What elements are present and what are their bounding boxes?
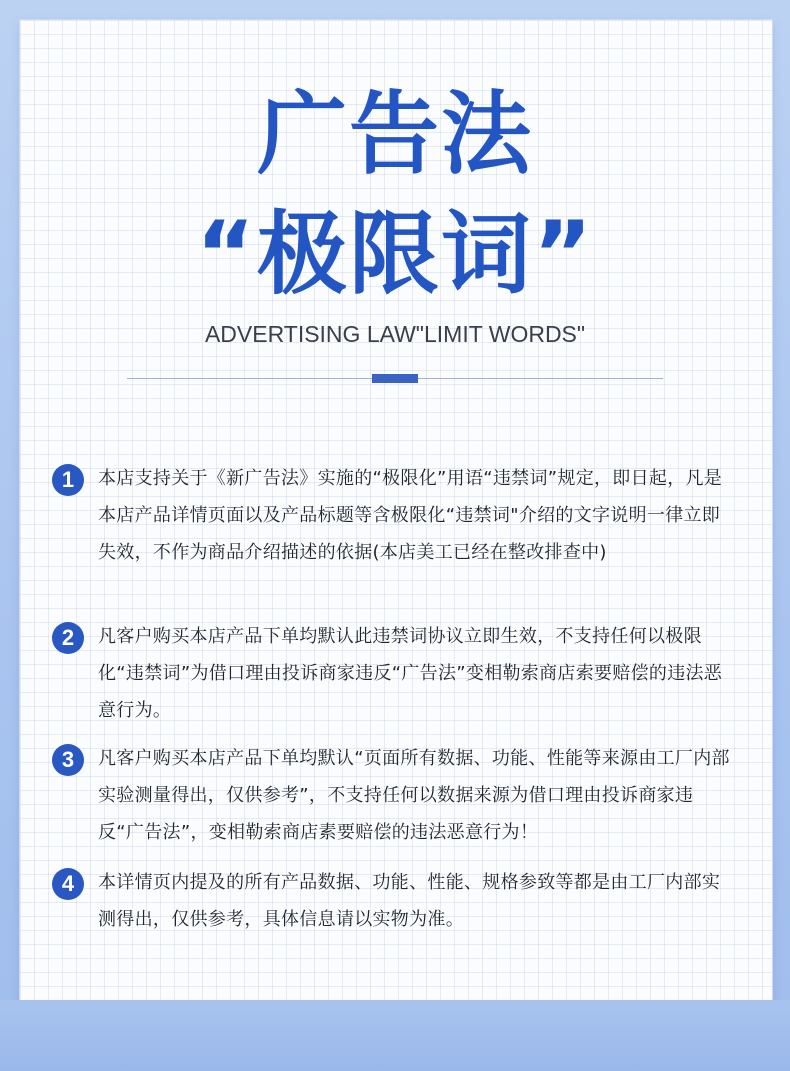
title-line-1: 广告法 — [257, 82, 533, 187]
clause-text: 凡客户购买本店产品下单均默认“页面所有数据、功能、性能等来源由工厂内部实验测量得出，仅供参考”，不支持任何以数据来源为借口理由投诉商家违反“广告法”，变相勒索商店素要赔偿的违法恶意行为！ — [98, 748, 730, 843]
clause-number-badge: 2 — [52, 622, 84, 654]
clause-number-badge: 1 — [52, 464, 84, 496]
bottom-band — [0, 1000, 790, 1071]
title-line-2: “极限词” — [195, 202, 595, 307]
clause-number-badge: 3 — [52, 744, 84, 776]
clause-text: 本店支持关于《新广告法》实施的“极限化”用语“违禁词”规定，即日起，凡是本店产品详情页面以及产品标题等含极限化“违禁词"介绍的文字说明一律立即失效，不作为商品介绍描述的依据(本店美工已经在整改排查中) — [98, 468, 723, 563]
clause-text: 本详情页内提及的所有产品数据、功能、性能、规格参致等都是由工厂内部实测得出，仅供参考，具体信息请以实物为准。 — [98, 872, 721, 930]
divider-mark — [372, 374, 418, 383]
clause-text: 凡客户购买本店产品下单均默认此违禁词协议立即生效，不支持任何以极限化“违禁词”为借口理由投诉商家违反“广告法”变相勒索商店索要赔偿的违法恶意行为。 — [98, 626, 723, 721]
clause-number-badge: 4 — [52, 868, 84, 900]
subtitle: ADVERTISING LAW"LIMIT WORDS" — [204, 321, 586, 347]
